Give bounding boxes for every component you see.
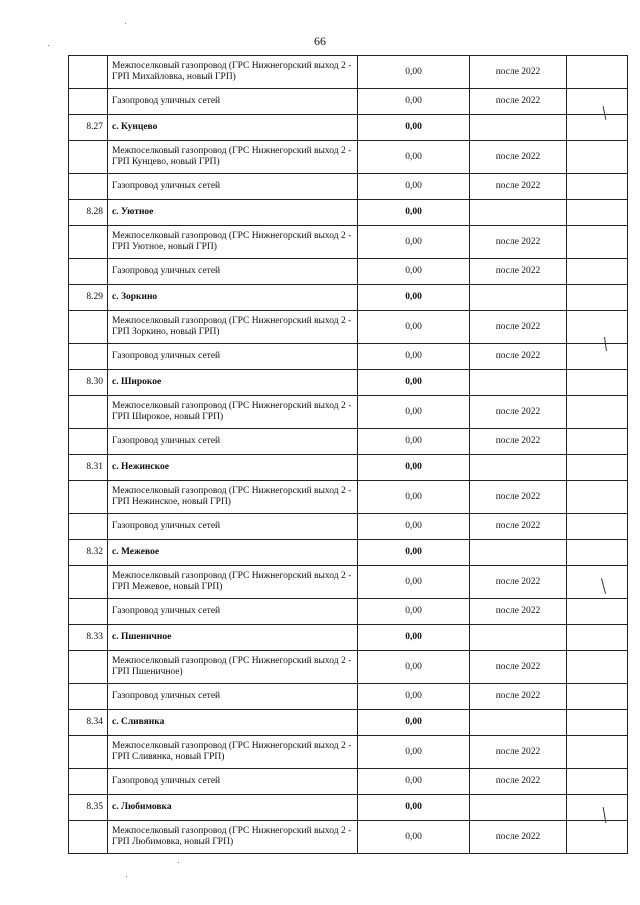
row-name-cell: Газопровод уличных сетей xyxy=(108,514,358,540)
table-row xyxy=(69,174,628,200)
table-section-row xyxy=(69,710,628,736)
row-extra-cell xyxy=(567,710,628,736)
row-period-cell: после 2022 xyxy=(470,651,567,684)
row-extra-cell xyxy=(567,115,628,141)
row-extra-cell xyxy=(567,481,628,514)
row-name-cell: Межпоселковый газопровод (ГРС Нижнегорский выход 2 - ГРП Любимовка, новый ГРП) xyxy=(108,821,358,854)
row-number-cell xyxy=(69,599,108,625)
scan-speck xyxy=(125,23,126,24)
row-number-cell xyxy=(69,89,108,115)
table-row xyxy=(69,89,628,115)
table-section-row xyxy=(69,200,628,226)
row-number-cell xyxy=(69,56,108,89)
row-name-cell: с. Широкое xyxy=(108,370,358,396)
row-number-cell xyxy=(69,481,108,514)
table-row xyxy=(69,396,628,429)
table-section-row xyxy=(69,115,628,141)
row-value-cell: 0,00 xyxy=(358,566,470,599)
row-number-cell xyxy=(69,566,108,599)
row-value-cell: 0,00 xyxy=(358,344,470,370)
row-period-cell: после 2022 xyxy=(470,344,567,370)
row-number-cell: 8.31 xyxy=(69,455,108,481)
row-number-cell xyxy=(69,396,108,429)
row-extra-cell xyxy=(567,566,628,599)
row-value-cell: 0,00 xyxy=(358,481,470,514)
row-period-cell: после 2022 xyxy=(470,769,567,795)
row-extra-cell xyxy=(567,684,628,710)
table-row xyxy=(69,566,628,599)
row-period-cell: после 2022 xyxy=(470,141,567,174)
row-name-cell: Межпоселковый газопровод (ГРС Нижнегорский выход 2 - ГРП Широкое, новый ГРП) xyxy=(108,396,358,429)
row-number-cell xyxy=(69,736,108,769)
row-number-cell: 8.30 xyxy=(69,370,108,396)
row-value-cell: 0,00 xyxy=(358,370,470,396)
table-row xyxy=(69,684,628,710)
row-extra-cell xyxy=(567,540,628,566)
row-extra-cell xyxy=(567,795,628,821)
row-extra-cell xyxy=(567,226,628,259)
row-name-cell: Межпоселковый газопровод (ГРС Нижнегорский выход 2 - ГРП Зоркино, новый ГРП) xyxy=(108,311,358,344)
row-value-cell: 0,00 xyxy=(358,396,470,429)
row-value-cell: 0,00 xyxy=(358,200,470,226)
row-number-cell: 8.33 xyxy=(69,625,108,651)
table-section-row xyxy=(69,370,628,396)
row-name-cell: Межпоселковый газопровод (ГРС Нижнегорский выход 2 - ГРП Межевое, новый ГРП) xyxy=(108,566,358,599)
row-number-cell: 8.28 xyxy=(69,200,108,226)
row-period-cell: после 2022 xyxy=(470,684,567,710)
row-value-cell: 0,00 xyxy=(358,89,470,115)
row-value-cell: 0,00 xyxy=(358,174,470,200)
row-name-cell: Газопровод уличных сетей xyxy=(108,259,358,285)
row-period-cell: после 2022 xyxy=(470,566,567,599)
page-number: 66 xyxy=(314,34,326,48)
row-value-cell: 0,00 xyxy=(358,710,470,736)
row-name-cell: Межпоселковый газопровод (ГРС Нижнегорский выход 2 - ГРП Сливянка, новый ГРП) xyxy=(108,736,358,769)
table-row xyxy=(69,259,628,285)
row-extra-cell xyxy=(567,344,628,370)
row-value-cell: 0,00 xyxy=(358,795,470,821)
row-number-cell xyxy=(69,821,108,854)
row-number-cell xyxy=(69,174,108,200)
row-number-cell: 8.27 xyxy=(69,115,108,141)
row-name-cell: Газопровод уличных сетей xyxy=(108,684,358,710)
row-name-cell: Газопровод уличных сетей xyxy=(108,429,358,455)
row-number-cell xyxy=(69,259,108,285)
row-name-cell: Газопровод уличных сетей xyxy=(108,769,358,795)
row-extra-cell xyxy=(567,370,628,396)
row-value-cell: 0,00 xyxy=(358,141,470,174)
row-extra-cell xyxy=(567,625,628,651)
row-number-cell: 8.29 xyxy=(69,285,108,311)
table-row xyxy=(69,651,628,684)
row-period-cell: после 2022 xyxy=(470,481,567,514)
row-value-cell: 0,00 xyxy=(358,56,470,89)
row-extra-cell xyxy=(567,599,628,625)
row-name-cell: с. Зоркино xyxy=(108,285,358,311)
row-number-cell xyxy=(69,311,108,344)
row-value-cell: 0,00 xyxy=(358,769,470,795)
row-period-cell: после 2022 xyxy=(470,429,567,455)
table-section-row xyxy=(69,540,628,566)
table-row xyxy=(69,821,628,854)
row-value-cell: 0,00 xyxy=(358,226,470,259)
row-period-cell xyxy=(470,710,567,736)
row-extra-cell xyxy=(567,514,628,540)
row-number-cell xyxy=(69,226,108,259)
row-extra-cell xyxy=(567,455,628,481)
row-name-cell: Межпоселковый газопровод (ГРС Нижнегорский выход 2 - ГРП Михайловка, новый ГРП) xyxy=(108,56,358,89)
row-name-cell: с. Нежинское xyxy=(108,455,358,481)
scan-speck xyxy=(178,862,179,863)
row-extra-cell xyxy=(567,651,628,684)
row-value-cell: 0,00 xyxy=(358,651,470,684)
row-extra-cell xyxy=(567,821,628,854)
row-number-cell xyxy=(69,769,108,795)
row-value-cell: 0,00 xyxy=(358,540,470,566)
row-period-cell xyxy=(470,455,567,481)
row-number-cell xyxy=(69,141,108,174)
table-section-row xyxy=(69,625,628,651)
row-name-cell: с. Уютное xyxy=(108,200,358,226)
row-period-cell xyxy=(470,115,567,141)
gas-pipeline-table xyxy=(68,55,628,854)
row-extra-cell xyxy=(567,736,628,769)
table-row xyxy=(69,141,628,174)
row-period-cell: после 2022 xyxy=(470,311,567,344)
table-row xyxy=(69,311,628,344)
row-extra-cell xyxy=(567,200,628,226)
table-row xyxy=(69,599,628,625)
row-period-cell: после 2022 xyxy=(470,821,567,854)
row-extra-cell xyxy=(567,174,628,200)
row-period-cell: после 2022 xyxy=(470,259,567,285)
row-period-cell xyxy=(470,285,567,311)
row-name-cell: Газопровод уличных сетей xyxy=(108,344,358,370)
row-period-cell: после 2022 xyxy=(470,736,567,769)
table-row xyxy=(69,736,628,769)
table-section-row xyxy=(69,795,628,821)
row-value-cell: 0,00 xyxy=(358,455,470,481)
row-value-cell: 0,00 xyxy=(358,821,470,854)
row-number-cell: 8.32 xyxy=(69,540,108,566)
table-row xyxy=(69,514,628,540)
table-row xyxy=(69,226,628,259)
row-extra-cell xyxy=(567,429,628,455)
row-period-cell: после 2022 xyxy=(470,599,567,625)
row-period-cell: после 2022 xyxy=(470,174,567,200)
row-extra-cell xyxy=(567,311,628,344)
row-value-cell: 0,00 xyxy=(358,429,470,455)
row-period-cell xyxy=(470,540,567,566)
table-section-row xyxy=(69,455,628,481)
row-name-cell: Газопровод уличных сетей xyxy=(108,174,358,200)
row-period-cell xyxy=(470,370,567,396)
row-number-cell xyxy=(69,429,108,455)
table-row xyxy=(69,344,628,370)
row-period-cell xyxy=(470,795,567,821)
row-value-cell: 0,00 xyxy=(358,684,470,710)
row-name-cell: Газопровод уличных сетей xyxy=(108,89,358,115)
row-value-cell: 0,00 xyxy=(358,259,470,285)
table-row xyxy=(69,56,628,89)
row-extra-cell xyxy=(567,396,628,429)
row-period-cell xyxy=(470,200,567,226)
row-name-cell: с. Кунцево xyxy=(108,115,358,141)
row-extra-cell xyxy=(567,769,628,795)
row-number-cell xyxy=(69,514,108,540)
row-name-cell: с. Сливянка xyxy=(108,710,358,736)
row-name-cell: Межпоселковый газопровод (ГРС Нижнегорский выход 2 - ГРП Уютное, новый ГРП) xyxy=(108,226,358,259)
table-row xyxy=(69,429,628,455)
row-extra-cell xyxy=(567,56,628,89)
row-name-cell: Газопровод уличных сетей xyxy=(108,599,358,625)
row-extra-cell xyxy=(567,285,628,311)
row-name-cell: Межпоселковый газопровод (ГРС Нижнегорский выход 2 - ГРП Нежинское, новый ГРП) xyxy=(108,481,358,514)
row-period-cell: после 2022 xyxy=(470,226,567,259)
row-number-cell: 8.35 xyxy=(69,795,108,821)
row-value-cell: 0,00 xyxy=(358,625,470,651)
row-period-cell: после 2022 xyxy=(470,56,567,89)
row-period-cell xyxy=(470,625,567,651)
row-extra-cell xyxy=(567,259,628,285)
row-value-cell: 0,00 xyxy=(358,115,470,141)
row-name-cell: Межпоселковый газопровод (ГРС Нижнегорский выход 2 - ГРП Пшеничное) xyxy=(108,651,358,684)
row-number-cell xyxy=(69,344,108,370)
row-number-cell xyxy=(69,684,108,710)
row-name-cell: с. Межевое xyxy=(108,540,358,566)
row-period-cell: после 2022 xyxy=(470,89,567,115)
row-number-cell xyxy=(69,651,108,684)
row-name-cell: с. Пшеничное xyxy=(108,625,358,651)
table-section-row xyxy=(69,285,628,311)
row-period-cell: после 2022 xyxy=(470,514,567,540)
row-extra-cell xyxy=(567,89,628,115)
row-name-cell: Межпоселковый газопровод (ГРС Нижнегорский выход 2 - ГРП Кунцево, новый ГРП) xyxy=(108,141,358,174)
table-row xyxy=(69,769,628,795)
row-value-cell: 0,00 xyxy=(358,599,470,625)
row-name-cell: с. Любимовка xyxy=(108,795,358,821)
row-value-cell: 0,00 xyxy=(358,736,470,769)
scan-speck xyxy=(48,45,49,46)
row-period-cell: после 2022 xyxy=(470,396,567,429)
table-row xyxy=(69,481,628,514)
row-extra-cell xyxy=(567,141,628,174)
row-value-cell: 0,00 xyxy=(358,311,470,344)
scan-speck xyxy=(126,876,127,877)
row-number-cell: 8.34 xyxy=(69,710,108,736)
table-body xyxy=(69,56,628,854)
row-value-cell: 0,00 xyxy=(358,514,470,540)
row-value-cell: 0,00 xyxy=(358,285,470,311)
